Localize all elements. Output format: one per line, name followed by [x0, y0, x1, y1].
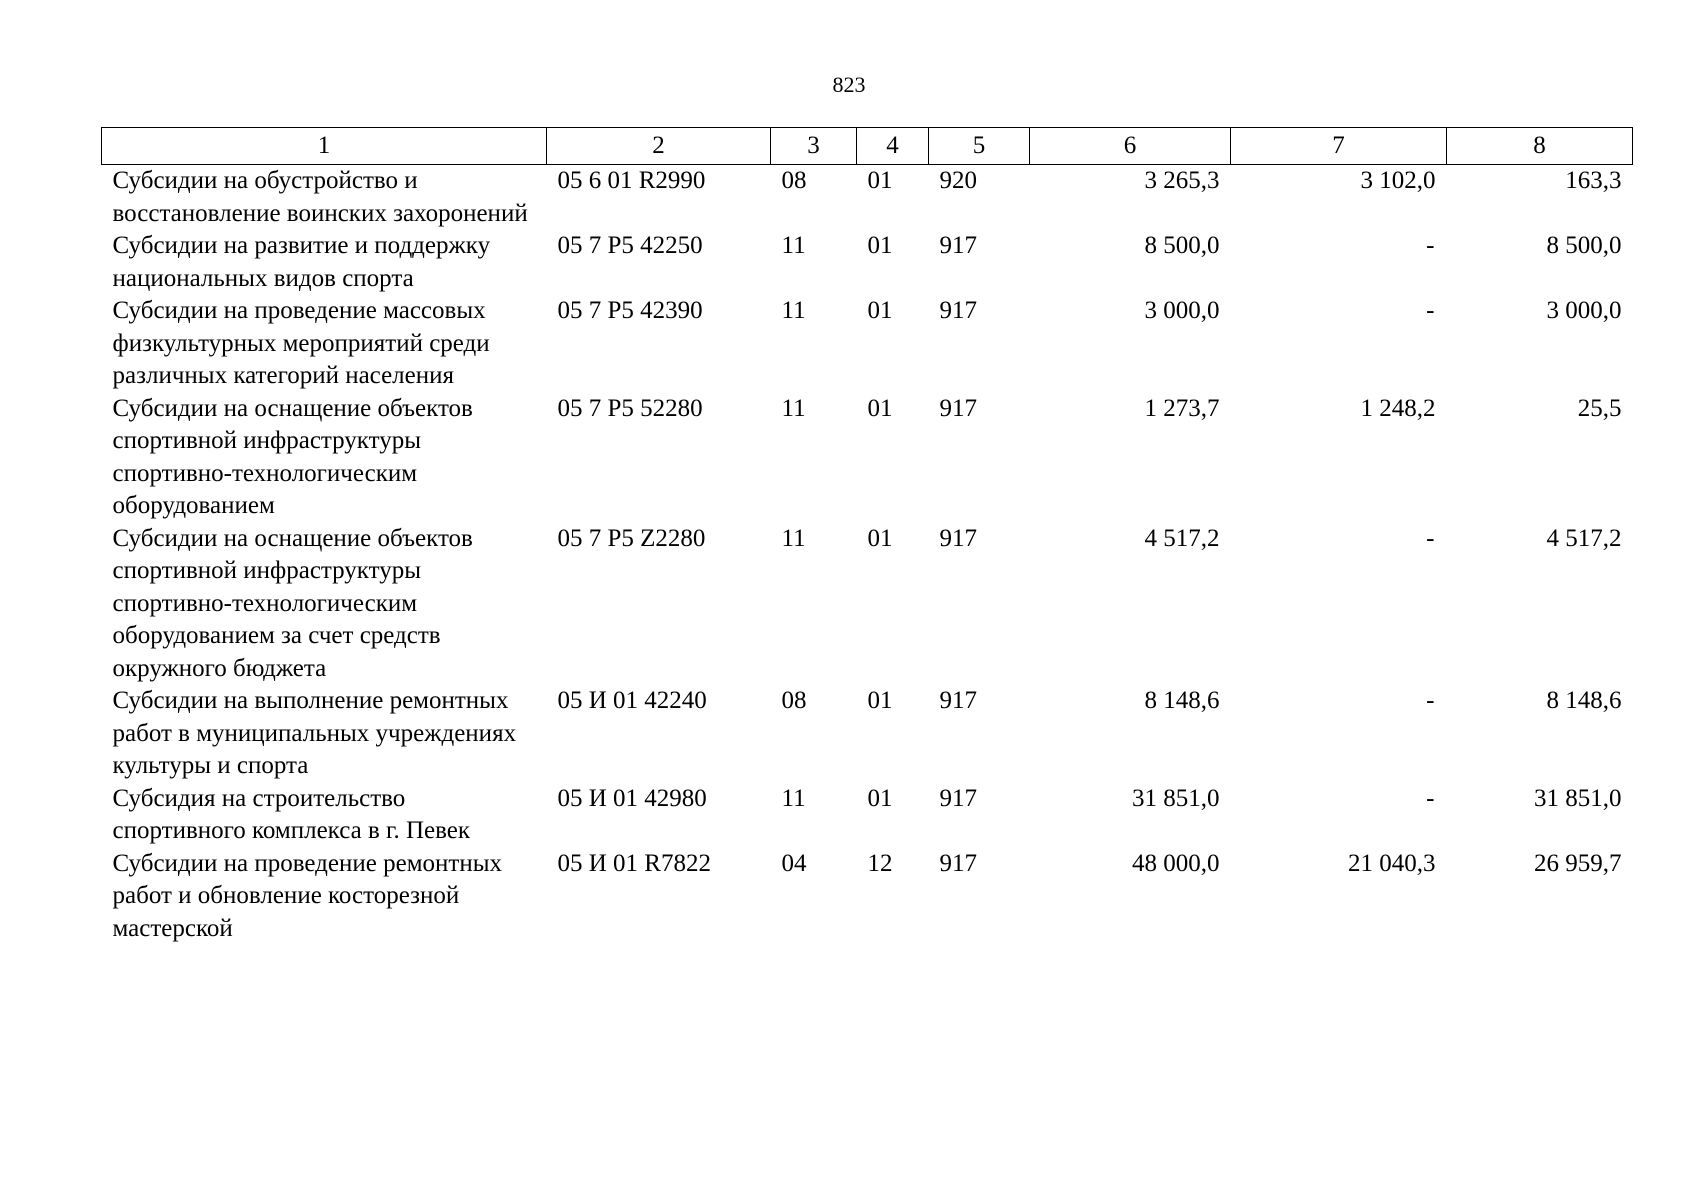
row-admin-code: 917: [939, 784, 977, 812]
row-subsection: 01: [867, 394, 893, 422]
row-budget-code: 05 7 P5 42250: [557, 232, 703, 259]
row-admin-code: 917: [939, 232, 977, 259]
table-row: [102, 295, 1633, 393]
row-federal-amount: 1 248,2: [1360, 394, 1436, 422]
row-total-amount: 4 517,2: [1144, 524, 1220, 552]
row-total-amount: 8 148,6: [1144, 687, 1220, 714]
column-header-4: 4: [857, 128, 929, 165]
row-federal-amount: 21 040,3: [1348, 849, 1436, 877]
row-budget-code: 05 И 01 42240: [557, 687, 707, 714]
row-section: 11: [781, 232, 806, 259]
row-name: Субсидии на оснащение объектов спортивной инфраструктуры спортивно-технологическим оборудованием: [112, 394, 473, 519]
row-admin-code: 917: [939, 687, 977, 714]
row-regional-amount: 8 500,0: [1546, 232, 1622, 259]
table-row: [102, 393, 1633, 523]
column-header-7: 7: [1231, 128, 1447, 165]
row-admin-code: 917: [939, 849, 977, 877]
row-budget-code: 05 7 P5 52280: [557, 394, 703, 422]
row-total-amount: 48 000,0: [1132, 849, 1220, 877]
table-row: [102, 685, 1633, 783]
row-admin-code: 917: [939, 394, 977, 422]
row-budget-code: 05 И 01 R7822: [557, 849, 711, 877]
row-federal-amount: -: [1426, 524, 1435, 552]
table-row: [102, 523, 1633, 686]
row-total-amount: 1 273,7: [1144, 394, 1220, 422]
row-federal-amount: -: [1426, 687, 1435, 714]
row-subsection: 01: [867, 167, 893, 194]
row-total-amount: 8 500,0: [1144, 232, 1220, 259]
budget-table: [101, 127, 1633, 945]
column-header-5: 5: [929, 128, 1030, 165]
row-section: 11: [781, 297, 806, 324]
row-total-amount: 3 265,3: [1144, 167, 1220, 194]
row-regional-amount: 31 851,0: [1534, 784, 1622, 812]
row-federal-amount: -: [1426, 232, 1435, 259]
row-total-amount: 3 000,0: [1144, 297, 1220, 324]
row-name: Субсидии на обустройство и восстановление воинских захоронений: [112, 167, 528, 227]
page-number: 823: [832, 72, 866, 97]
column-header-2: 2: [547, 128, 771, 165]
row-subsection: 01: [867, 297, 893, 324]
row-name: Субсидия на строительство спортивного комплекса в г. Певек: [112, 784, 470, 844]
row-subsection: 12: [867, 849, 893, 877]
row-regional-amount: 163,3: [1565, 167, 1622, 194]
row-budget-code: 05 И 01 42980: [557, 784, 707, 812]
column-header-3: 3: [771, 128, 857, 165]
row-regional-amount: 4 517,2: [1546, 524, 1622, 552]
row-section: 11: [781, 394, 806, 422]
row-subsection: 01: [867, 524, 893, 552]
row-name: Субсидии на проведение массовых физкультурных мероприятий среди различных категорий населения: [112, 297, 490, 389]
row-federal-amount: -: [1426, 297, 1435, 324]
row-regional-amount: 26 959,7: [1534, 849, 1622, 877]
row-budget-code: 05 6 01 R2990: [557, 167, 706, 194]
table-row: [102, 848, 1633, 946]
row-section: 08: [781, 687, 807, 714]
row-name: Субсидии на проведение ремонтных работ и обновление косторезной мастерской: [112, 849, 502, 942]
row-regional-amount: 3 000,0: [1546, 297, 1622, 324]
row-federal-amount: 3 102,0: [1360, 167, 1436, 194]
row-subsection: 01: [867, 687, 893, 714]
row-section: 11: [781, 784, 806, 812]
row-regional-amount: 25,5: [1577, 394, 1622, 422]
row-subsection: 01: [867, 784, 893, 812]
row-name: Субсидии на развитие и поддержку национальных видов спорта: [112, 232, 491, 292]
row-budget-code: 05 7 P5 Z2280: [557, 524, 706, 552]
column-header-6: 6: [1030, 128, 1231, 165]
row-admin-code: 917: [939, 297, 977, 324]
row-section: 04: [781, 849, 807, 877]
row-total-amount: 31 851,0: [1132, 784, 1220, 812]
table-row: [102, 783, 1633, 848]
column-number-header-row: [102, 128, 1633, 165]
row-regional-amount: 8 148,6: [1546, 687, 1622, 714]
row-name: Субсидии на оснащение объектов спортивной инфраструктуры спортивно-технологическим оборудованием за счет средств окружного бюджета: [112, 524, 473, 682]
row-budget-code: 05 7 P5 42390: [557, 297, 703, 324]
column-header-8: 8: [1447, 128, 1633, 165]
row-federal-amount: -: [1426, 784, 1435, 812]
row-subsection: 01: [867, 232, 893, 259]
row-section: 11: [781, 524, 806, 552]
row-admin-code: 917: [939, 524, 977, 552]
column-header-1: 1: [102, 128, 547, 165]
row-name: Субсидии на выполнение ремонтных работ в муниципальных учреждениях культуры и спорта: [112, 687, 517, 779]
table-row: [102, 165, 1633, 231]
row-section: 08: [781, 167, 807, 194]
table-row: [102, 230, 1633, 295]
row-admin-code: 920: [939, 167, 977, 194]
